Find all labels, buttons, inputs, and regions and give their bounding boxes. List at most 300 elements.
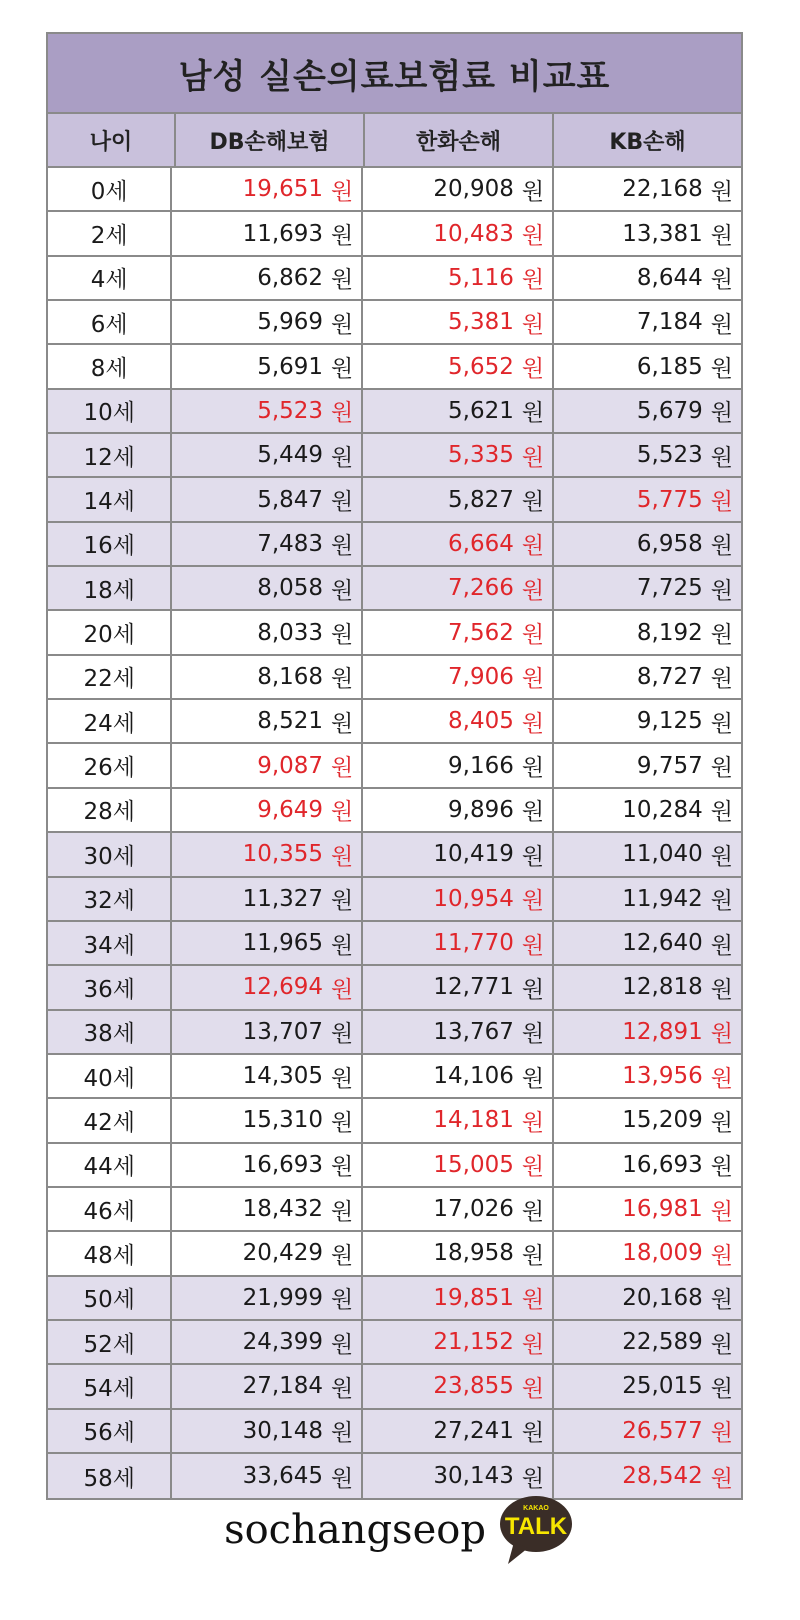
price-value: 9,896: [448, 796, 514, 823]
age-cell: 42세: [48, 1099, 172, 1141]
price-unit: 원: [521, 1331, 545, 1358]
premium-comparison-table: [46, 32, 743, 1500]
price-unit: 원: [710, 178, 733, 205]
hanwha-price-cell: [363, 611, 554, 653]
table-row: [48, 390, 741, 434]
age-cell: 20세: [48, 611, 172, 653]
price-value: 16,693: [622, 1151, 703, 1178]
price-value: 9,087: [257, 752, 324, 779]
price-value: 7,483: [257, 530, 324, 557]
price-value: 15,310: [242, 1107, 324, 1134]
kb-price-cell: [554, 434, 741, 476]
hanwha-price-cell: [363, 567, 554, 609]
kb-price-cell: [554, 789, 741, 831]
price-unit: 원: [521, 755, 545, 782]
price-value: 12,891: [622, 1018, 703, 1045]
price-unit: 원: [331, 533, 354, 560]
price-value: 10,284: [622, 796, 703, 823]
price-value: 26,577: [622, 1417, 703, 1444]
table-row: [48, 1144, 741, 1188]
price-value: 5,652: [448, 353, 514, 380]
price-unit: 원: [331, 577, 354, 604]
table-row: [48, 1232, 741, 1276]
price-unit: 원: [521, 710, 545, 737]
price-value: 7,266: [448, 575, 514, 602]
price-unit: 원: [521, 1021, 545, 1048]
hanwha-price-cell: [363, 1011, 554, 1053]
price-unit: 원: [521, 444, 545, 471]
db-price-cell: [172, 789, 363, 831]
price-value: 18,009: [622, 1240, 703, 1267]
kb-price-cell: [554, 390, 741, 432]
price-value: 7,725: [636, 575, 703, 602]
age-cell: 54세: [48, 1365, 172, 1407]
hanwha-price-cell: [363, 656, 554, 698]
price-value: 5,523: [636, 442, 703, 469]
price-value: 5,381: [448, 309, 514, 336]
price-value: 11,770: [433, 930, 514, 957]
kb-price-cell: [554, 833, 741, 875]
hanwha-price-cell: [363, 1410, 554, 1452]
db-price-cell: [172, 390, 363, 432]
price-value: 24,399: [242, 1329, 324, 1356]
price-value: 9,166: [448, 752, 514, 779]
price-value: 9,125: [636, 708, 703, 735]
price-unit: 원: [331, 400, 354, 427]
price-value: 5,621: [448, 397, 514, 424]
price-unit: 원: [521, 533, 545, 560]
age-cell: 58세: [48, 1454, 172, 1498]
price-value: 5,969: [257, 309, 324, 336]
db-price-cell: [172, 168, 363, 210]
price-value: 21,999: [242, 1284, 324, 1311]
kb-price-cell: [554, 1011, 741, 1053]
price-value: 20,908: [433, 176, 514, 203]
price-unit: 원: [521, 577, 545, 604]
table-row: [48, 833, 741, 877]
price-value: 22,168: [622, 176, 703, 203]
hanwha-price-cell: [363, 345, 554, 387]
age-cell: 44세: [48, 1144, 172, 1186]
db-price-cell: [172, 1055, 363, 1097]
kb-price-cell: [554, 878, 741, 920]
price-unit: 원: [710, 356, 733, 383]
price-unit: 원: [331, 755, 354, 782]
price-unit: 원: [521, 1198, 545, 1225]
db-price-cell: [172, 1365, 363, 1407]
price-unit: 원: [331, 799, 354, 826]
db-price-cell: [172, 345, 363, 387]
price-unit: 원: [331, 1242, 354, 1269]
table-row: [48, 1410, 741, 1454]
price-unit: 원: [710, 932, 733, 959]
price-unit: 원: [521, 223, 545, 250]
kb-price-cell: [554, 1144, 741, 1186]
header-age: 나이: [48, 114, 176, 166]
age-cell: 28세: [48, 789, 172, 831]
price-unit: 원: [710, 976, 733, 1003]
price-value: 6,958: [636, 530, 703, 557]
kb-price-cell: [554, 212, 741, 254]
age-cell: 52세: [48, 1321, 172, 1363]
price-value: 7,562: [448, 619, 514, 646]
price-unit: 원: [521, 888, 545, 915]
price-value: 8,521: [257, 708, 324, 735]
kb-price-cell: [554, 656, 741, 698]
hanwha-price-cell: [363, 878, 554, 920]
price-value: 33,645: [242, 1463, 324, 1490]
table-row: [48, 168, 741, 212]
kb-price-cell: [554, 922, 741, 964]
table-row: [48, 523, 741, 567]
price-unit: 원: [331, 356, 354, 383]
price-unit: 원: [331, 843, 354, 870]
price-value: 11,040: [622, 841, 703, 868]
price-unit: 원: [710, 1154, 733, 1181]
db-price-cell: [172, 1232, 363, 1274]
db-price-cell: [172, 878, 363, 920]
price-unit: 원: [710, 1375, 733, 1402]
price-value: 6,185: [636, 353, 703, 380]
header-hanwha: 한화손해: [365, 114, 554, 166]
age-cell: 10세: [48, 390, 172, 432]
age-cell: 38세: [48, 1011, 172, 1053]
price-value: 8,058: [257, 575, 324, 602]
age-cell: 16세: [48, 523, 172, 565]
db-price-cell: [172, 1011, 363, 1053]
price-unit: 원: [521, 1420, 545, 1447]
db-price-cell: [172, 1277, 363, 1319]
price-value: 5,847: [257, 486, 324, 513]
db-price-cell: [172, 1410, 363, 1452]
price-unit: 원: [331, 622, 354, 649]
price-value: 18,958: [433, 1240, 514, 1267]
table-row: [48, 922, 741, 966]
price-unit: 원: [710, 267, 733, 294]
price-value: 8,033: [257, 619, 324, 646]
table-row: [48, 478, 741, 522]
price-value: 5,691: [257, 353, 324, 380]
db-price-cell: [172, 656, 363, 698]
price-value: 10,419: [433, 841, 514, 868]
price-value: 19,651: [242, 176, 324, 203]
price-unit: 원: [331, 888, 354, 915]
age-cell: 30세: [48, 833, 172, 875]
kb-price-cell: [554, 478, 741, 520]
age-cell: 12세: [48, 434, 172, 476]
hanwha-price-cell: [363, 744, 554, 786]
price-value: 14,106: [433, 1063, 514, 1090]
db-price-cell: [172, 1321, 363, 1363]
hanwha-price-cell: [363, 789, 554, 831]
db-price-cell: [172, 478, 363, 520]
age-cell: 4세: [48, 257, 172, 299]
price-value: 8,727: [636, 663, 703, 690]
kb-price-cell: [554, 1410, 741, 1452]
price-unit: 원: [710, 1331, 733, 1358]
age-cell: 24세: [48, 700, 172, 742]
kb-price-cell: [554, 1232, 741, 1274]
price-unit: 원: [710, 489, 733, 516]
table-title: 남성 실손의료보험료 비교표: [48, 34, 741, 114]
age-cell: 26세: [48, 744, 172, 786]
price-unit: 원: [521, 1065, 545, 1092]
price-value: 14,305: [242, 1063, 324, 1090]
hanwha-price-cell: [363, 1055, 554, 1097]
price-unit: 원: [331, 976, 354, 1003]
price-unit: 원: [331, 666, 354, 693]
kb-price-cell: [554, 257, 741, 299]
price-unit: 원: [331, 267, 354, 294]
price-value: 8,405: [448, 708, 514, 735]
table-row: [48, 656, 741, 700]
db-price-cell: [172, 434, 363, 476]
hanwha-price-cell: [363, 168, 554, 210]
table-row: [48, 1055, 741, 1099]
price-value: 19,851: [433, 1284, 514, 1311]
hanwha-price-cell: [363, 1321, 554, 1363]
price-value: 25,015: [622, 1373, 703, 1400]
price-unit: 원: [521, 267, 545, 294]
price-value: 10,483: [433, 220, 514, 247]
price-unit: 원: [521, 178, 545, 205]
price-value: 5,523: [257, 397, 324, 424]
db-price-cell: [172, 1099, 363, 1141]
price-value: 16,981: [622, 1196, 703, 1223]
hanwha-price-cell: [363, 301, 554, 343]
hanwha-price-cell: [363, 1232, 554, 1274]
table-row: [48, 1011, 741, 1055]
hanwha-price-cell: [363, 478, 554, 520]
hanwha-price-cell: [363, 833, 554, 875]
hanwha-price-cell: [363, 1277, 554, 1319]
price-value: 5,679: [636, 397, 703, 424]
price-unit: 원: [710, 444, 733, 471]
price-unit: 원: [521, 400, 545, 427]
price-value: 7,184: [636, 309, 703, 336]
price-unit: 원: [331, 1331, 354, 1358]
price-unit: 원: [521, 1465, 545, 1492]
price-value: 11,327: [242, 885, 324, 912]
price-value: 30,148: [242, 1417, 324, 1444]
table-row: [48, 345, 741, 389]
hanwha-price-cell: [363, 390, 554, 432]
price-value: 12,640: [622, 930, 703, 957]
price-unit: 원: [331, 1420, 354, 1447]
price-value: 8,192: [636, 619, 703, 646]
db-price-cell: [172, 523, 363, 565]
kb-price-cell: [554, 1099, 741, 1141]
db-price-cell: [172, 257, 363, 299]
db-price-cell: [172, 744, 363, 786]
price-unit: 원: [331, 1154, 354, 1181]
price-unit: 원: [710, 311, 733, 338]
table-row: [48, 611, 741, 655]
db-price-cell: [172, 966, 363, 1008]
kb-price-cell: [554, 611, 741, 653]
age-cell: 8세: [48, 345, 172, 387]
hanwha-price-cell: [363, 212, 554, 254]
hanwha-price-cell: [363, 922, 554, 964]
age-cell: 18세: [48, 567, 172, 609]
table-row: [48, 1099, 741, 1143]
table-row: [48, 567, 741, 611]
price-value: 6,664: [448, 530, 514, 557]
price-unit: 원: [710, 710, 733, 737]
kb-price-cell: [554, 345, 741, 387]
price-value: 11,965: [242, 930, 324, 957]
price-value: 9,757: [636, 752, 703, 779]
kb-price-cell: [554, 1055, 741, 1097]
logo-small-text: KAKAO: [523, 1505, 549, 1512]
price-unit: 원: [710, 1109, 733, 1136]
price-unit: 원: [710, 400, 733, 427]
price-value: 11,693: [242, 220, 324, 247]
price-unit: 원: [521, 311, 545, 338]
price-value: 13,707: [242, 1018, 324, 1045]
price-unit: 원: [710, 1198, 733, 1225]
price-unit: 원: [331, 1287, 354, 1314]
price-unit: 원: [521, 843, 545, 870]
header-db: DB손해보험: [176, 114, 365, 166]
price-unit: 원: [710, 1287, 733, 1314]
kb-price-cell: [554, 744, 741, 786]
price-unit: 원: [331, 178, 354, 205]
db-price-cell: [172, 833, 363, 875]
table-row: [48, 1277, 741, 1321]
price-value: 27,184: [242, 1373, 324, 1400]
price-value: 16,693: [242, 1151, 324, 1178]
price-unit: 원: [710, 1465, 733, 1492]
price-unit: 원: [521, 1242, 545, 1269]
price-value: 10,355: [242, 841, 324, 868]
table-row: [48, 257, 741, 301]
price-unit: 원: [521, 1109, 545, 1136]
db-price-cell: [172, 1144, 363, 1186]
table-header-row: [48, 114, 741, 168]
price-unit: 원: [331, 311, 354, 338]
price-value: 11,942: [622, 885, 703, 912]
price-value: 12,771: [433, 974, 514, 1001]
hanwha-price-cell: [363, 257, 554, 299]
kb-price-cell: [554, 1365, 741, 1407]
price-unit: 원: [710, 1420, 733, 1447]
table-row: [48, 434, 741, 478]
price-unit: 원: [331, 489, 354, 516]
kb-price-cell: [554, 1277, 741, 1319]
price-unit: 원: [710, 843, 733, 870]
age-cell: 40세: [48, 1055, 172, 1097]
price-unit: 원: [710, 666, 733, 693]
footer-brand: [0, 1485, 800, 1575]
hanwha-price-cell: [363, 523, 554, 565]
price-unit: 원: [521, 666, 545, 693]
price-value: 6,862: [257, 264, 324, 291]
price-value: 5,335: [448, 442, 514, 469]
kb-price-cell: [554, 966, 741, 1008]
age-cell: 50세: [48, 1277, 172, 1319]
table-row: [48, 700, 741, 744]
price-unit: 원: [521, 356, 545, 383]
price-value: 5,827: [448, 486, 514, 513]
hanwha-price-cell: [363, 1099, 554, 1141]
price-unit: 원: [710, 755, 733, 782]
price-unit: 원: [331, 1021, 354, 1048]
hanwha-price-cell: [363, 1144, 554, 1186]
price-unit: 원: [331, 1465, 354, 1492]
kb-price-cell: [554, 168, 741, 210]
price-unit: 원: [710, 799, 733, 826]
age-cell: 46세: [48, 1188, 172, 1230]
price-unit: 원: [710, 888, 733, 915]
table-row: [48, 878, 741, 922]
price-unit: 원: [710, 1021, 733, 1048]
price-value: 5,449: [257, 442, 324, 469]
table-row: [48, 212, 741, 256]
price-value: 14,181: [433, 1107, 514, 1134]
price-value: 7,906: [448, 663, 514, 690]
price-value: 18,432: [242, 1196, 324, 1223]
price-value: 20,429: [242, 1240, 324, 1267]
price-value: 23,855: [433, 1373, 514, 1400]
db-price-cell: [172, 700, 363, 742]
price-value: 13,767: [433, 1018, 514, 1045]
price-unit: 원: [521, 1154, 545, 1181]
price-value: 30,143: [433, 1463, 514, 1490]
hanwha-price-cell: [363, 700, 554, 742]
price-value: 15,209: [622, 1107, 703, 1134]
table-row: [48, 1365, 741, 1409]
price-unit: 원: [331, 1065, 354, 1092]
price-value: 15,005: [433, 1151, 514, 1178]
db-price-cell: [172, 922, 363, 964]
price-unit: 원: [521, 932, 545, 959]
age-cell: 56세: [48, 1410, 172, 1452]
price-unit: 원: [331, 1375, 354, 1402]
brand-name: sochangseop: [224, 1507, 486, 1553]
age-cell: 32세: [48, 878, 172, 920]
price-value: 5,775: [636, 486, 703, 513]
price-value: 17,026: [433, 1196, 514, 1223]
db-price-cell: [172, 301, 363, 343]
kb-price-cell: [554, 700, 741, 742]
price-value: 5,116: [448, 264, 514, 291]
price-unit: 원: [331, 1109, 354, 1136]
age-cell: 6세: [48, 301, 172, 343]
age-cell: 22세: [48, 656, 172, 698]
table-body: [48, 168, 741, 1498]
price-unit: 원: [331, 444, 354, 471]
table-row: [48, 744, 741, 788]
hanwha-price-cell: [363, 966, 554, 1008]
price-value: 13,381: [622, 220, 703, 247]
price-unit: 원: [521, 1287, 545, 1314]
table-row: [48, 789, 741, 833]
db-price-cell: [172, 611, 363, 653]
price-value: 12,694: [242, 974, 324, 1001]
kakaotalk-bubble-icon: [496, 1490, 576, 1570]
price-unit: 원: [331, 1198, 354, 1225]
kb-price-cell: [554, 1188, 741, 1230]
kb-price-cell: [554, 301, 741, 343]
kb-price-cell: [554, 1321, 741, 1363]
table-row: [48, 966, 741, 1010]
kb-price-cell: [554, 523, 741, 565]
age-cell: 48세: [48, 1232, 172, 1274]
price-value: 9,649: [257, 796, 324, 823]
price-value: 8,168: [257, 663, 324, 690]
kb-price-cell: [554, 567, 741, 609]
